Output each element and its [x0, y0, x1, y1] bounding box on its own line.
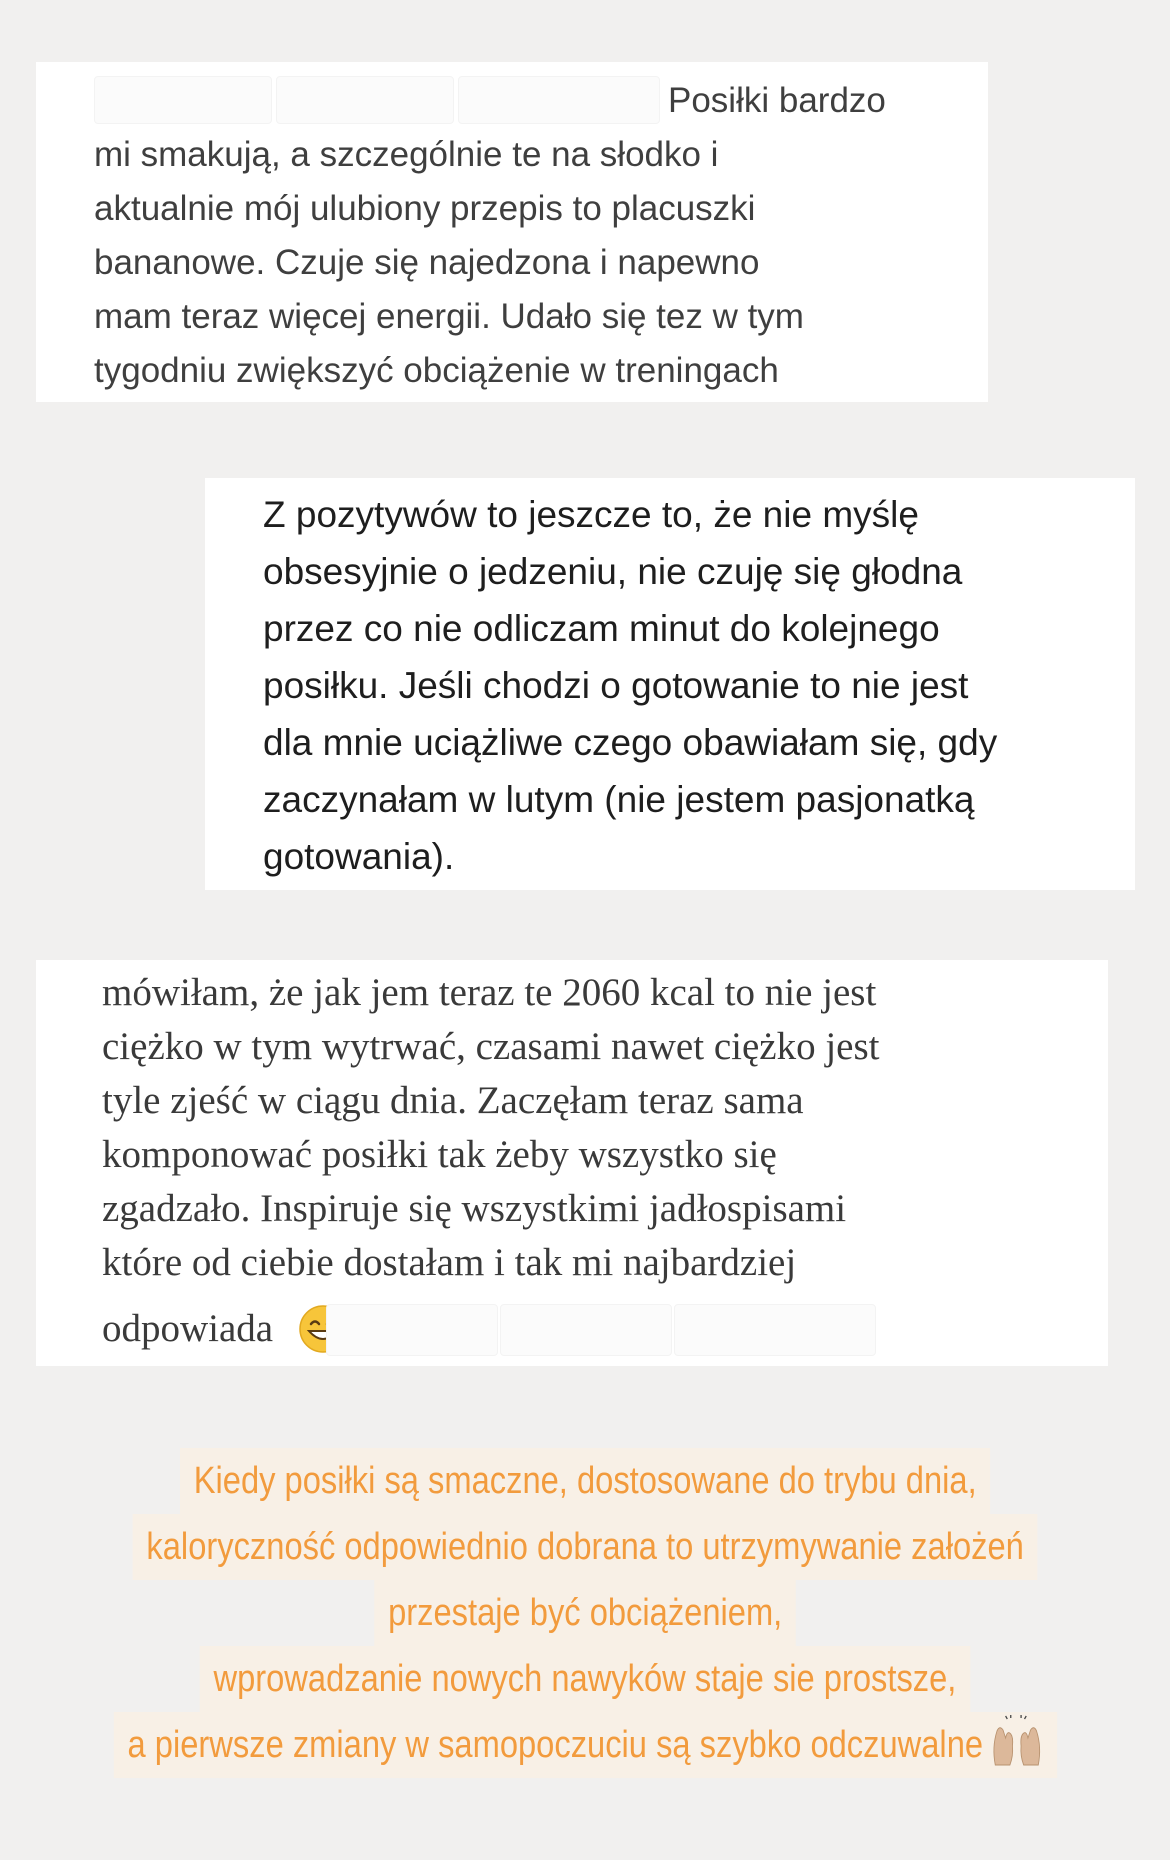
card3-line: tyle zjeść w ciągu dnia. Zaczęłam teraz sama: [102, 1079, 804, 1122]
raising-hands-icon: [990, 1715, 1043, 1767]
redacted-area: [276, 76, 454, 124]
card2-line: posiłku. Jeśli chodzi o gotowanie to nie jest: [263, 665, 969, 706]
redacted-area: [674, 1304, 876, 1356]
card3-line: ciężko w tym wytrwać, czasami nawet ciężko jest: [102, 1025, 880, 1068]
card3-line: mówiłam, że jak jem teraz te 2060 kcal to nie jest: [102, 971, 877, 1014]
card3-line: komponować posiłki tak żeby wszystko się: [102, 1133, 777, 1176]
card3-last-line: [102, 1302, 349, 1358]
summary-line: [0, 1646, 1170, 1712]
summary-text: a pierwsze zmiany w samopoczuciu są szybko odczuwalne: [127, 1724, 983, 1766]
card2-line: Z pozytywów to jeszcze to, że nie myślę: [263, 494, 919, 535]
testimonial-card-3: [36, 960, 1108, 1366]
redacted-area: [458, 76, 660, 124]
summary-text: przestaje być obciążeniem,: [374, 1580, 796, 1646]
testimonial-card-2: [205, 478, 1135, 890]
card1-line: aktualnie mój ulubiony przepis to placuszki: [94, 189, 756, 228]
card2-line: gotowania).: [263, 836, 455, 877]
card3-line: zgadzało. Inspiruje się wszystkimi jadłospisami: [102, 1187, 847, 1230]
card3-line: odpowiada: [102, 1307, 274, 1350]
summary-text-with-emoji: [113, 1712, 1056, 1778]
card2-line: przez co nie odliczam minut do kolejnego: [263, 608, 940, 649]
summary-line: [0, 1580, 1170, 1646]
card3-line: które od ciebie dostałam i tak mi najbardziej: [102, 1241, 797, 1284]
summary-text: Kiedy posiłki są smaczne, dostosowane do trybu dnia,: [180, 1448, 990, 1514]
card1-line: mi smakują, a szczególnie te na słodko i: [94, 135, 719, 174]
summary-text: wprowadzanie nowych nawyków staje sie prostsze,: [200, 1646, 970, 1712]
redacted-area: [94, 76, 272, 124]
summary-line: [0, 1514, 1170, 1580]
card1-line: mam teraz więcej energii. Udało się tez w tym: [94, 297, 804, 336]
summary-text: kaloryczność odpowiednio dobrana to utrzymywanie założeń: [133, 1514, 1038, 1580]
card2-line: zaczynałam w lutym (nie jestem pasjonatką: [263, 779, 975, 820]
card1-line: tygodniu zwiększyć obciążenie w treningach: [94, 351, 779, 390]
card1-line: bananowe. Czuje się najedzona i napewno: [94, 243, 760, 282]
card2-line: dla mnie uciążliwe czego obawiałam się, gdy: [263, 722, 998, 763]
card1-lead-text: Posiłki bardzo: [668, 81, 886, 120]
summary-line: [0, 1448, 1170, 1514]
summary-line: [0, 1712, 1170, 1778]
card2-line: obsesyjnie o jedzeniu, nie czuję się głodna: [263, 551, 963, 592]
redacted-area: [326, 1304, 498, 1356]
redacted-area: [500, 1304, 672, 1356]
testimonial-card-1: [36, 62, 988, 402]
